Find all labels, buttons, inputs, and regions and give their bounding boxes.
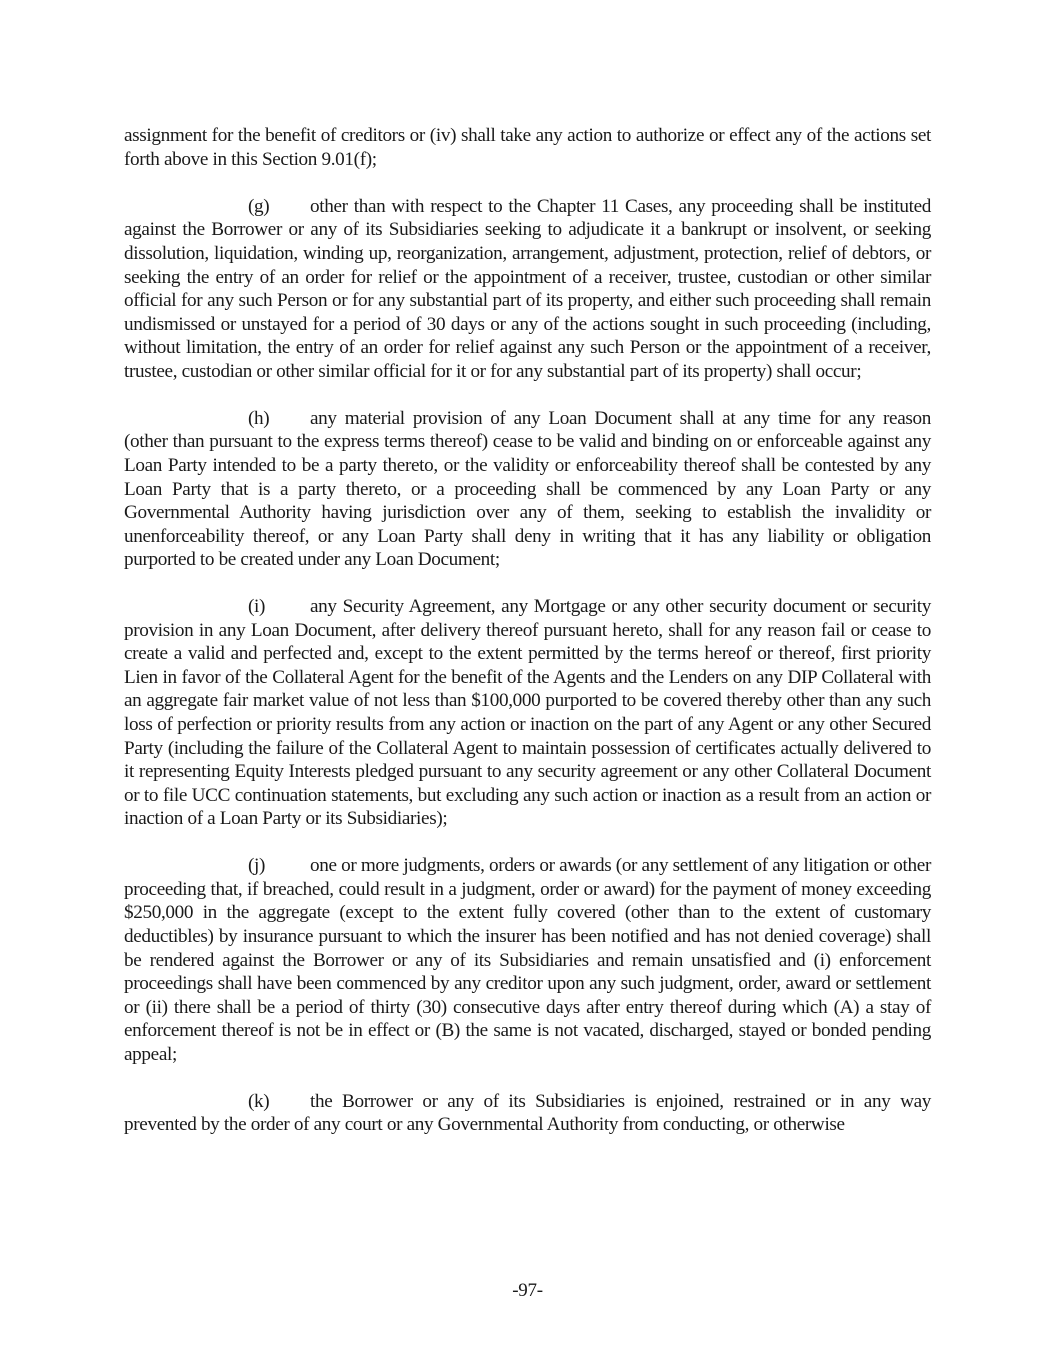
clause-text: any Security Agreement, any Mortgage or any other security document or security provision in any Loan Document, after delivery thereof pursuant hereto, shall for any reason fail or cease to create a valid and perfected and, except to the extent permitted by the terms hereof or thereof, first priority Lien in favor of the Collateral Agent for the benefit of the Agents and the Lenders on any DIP Collateral with an aggregate fair market value of not less than $100,000 purported to be covered thereby other than any such loss of perfection or priority results from any action or inaction on the part of any Agent or any other Secured Party (including the failure of the Collateral Agent to maintain possession of certificates actually delivered to it representing Equity Interests pledged pursuant to any security agreement or any other Collateral Document or to file UCC continuation statements, but excluding any such action or inaction as a result from an action or inaction of a Loan Party or its Subsidiaries); <box>124 596 931 830</box>
clause-i <box>124 595 931 831</box>
clause-text: the Borrower or any of its Subsidiaries is enjoined, restrained or in any way prevented by the order of any court or any Governmental Authority from conducting, or otherwise <box>124 1090 931 1136</box>
clause-text: any material provision of any Loan Document shall at any time for any reason (other than pursuant to the express terms thereof) cease to be valid and binding on or enforceable against any Loan Party intended to be a party thereto, or the validity or enforceability thereof shall be contested by any Loan Party that is a party thereto, or a proceeding shall be commenced by any Loan Party or any Governmental Authority having jurisdiction over any of them, seeking to establish the invalidity or unenforceability thereof, or any Loan Party shall deny in writing that it has any liability or obligation purported to be created under any Loan Document; <box>124 407 931 571</box>
clause-label: (g) <box>248 195 270 217</box>
clause-text: other than with respect to the Chapter 11 Cases, any proceeding shall be instituted against the Borrower or any of its Subsidiaries seeking to adjudicate it a bankrupt or insolvent, or seeking dissolution, liquidation, winding up, reorganization, arrangement, adjustment, protection, relief of debtors, or seeking the entry of an order for relief or the appointment of a receiver, trustee, custodian or other similar official for any such Person or for any substantial part of its property, and either such proceeding shall remain undismissed or unstayed for a period of 30 days or any of the actions sought in such proceeding (including, without limitation, the entry of an order for relief against any such Person or the appointment of a receiver, trustee, custodian or other similar official for it or for any substantial part of its property) shall occur; <box>124 195 931 382</box>
continuation-paragraph: assignment for the benefit of creditors or (iv) shall take any action to authorize or effect any of the actions set forth above in this Section 9.01(f); <box>124 125 931 170</box>
clause-label: (h) <box>248 407 270 429</box>
clause-j <box>124 854 931 1066</box>
clause-g <box>124 195 931 384</box>
document-page <box>124 124 931 1160</box>
clause-label: (j) <box>248 855 266 877</box>
clause-label: (i) <box>248 596 266 618</box>
page-number: -97- <box>512 1280 543 1301</box>
clause-k <box>124 1090 931 1137</box>
clause-text: one or more judgments, orders or awards (or any settlement of any litigation or other proceeding that, if breached, could result in a judgment, order or award) for the payment of money exceeding $250,000 in the aggregate (except to the extent fully covered (other than to the extent of customary deductibles) by insurance pursuant to which the insurer has been notified and has not denied coverage) shall be rendered against the Borrower or any of its Subsidiaries and remain unsatisfied and (i) enforcement proceedings shall have been commenced by any creditor upon any such judgment, order, award or settlement or (ii) there shall be a period of thirty (30) consecutive days after entry thereof during which (A) a stay of enforcement thereof is not be in effect or (B) the same is not vacated, discharged, stayed or bonded pending appeal; <box>124 855 931 1065</box>
clause-h <box>124 407 931 572</box>
clause-label: (k) <box>248 1090 270 1112</box>
